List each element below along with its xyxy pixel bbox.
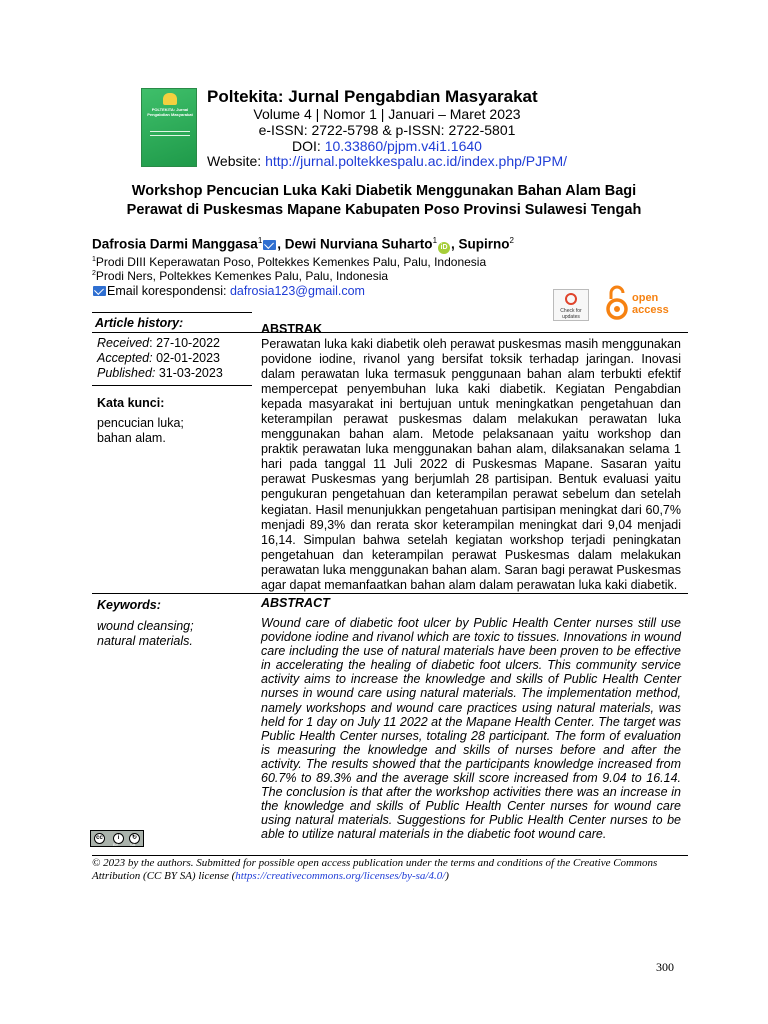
open-access-word-1: open — [632, 292, 659, 304]
check-updates-label: Check for updates — [560, 308, 582, 320]
by-icon: i — [113, 833, 124, 844]
open-access-lock-icon — [606, 285, 628, 321]
doi-link[interactable]: 10.33860/pjpm.v4i1.1640 — [324, 138, 482, 154]
email-link[interactable]: dafrosia123@gmail.com — [229, 284, 365, 298]
article-title-line-2: Perawat di Puskesmas Mapane Kabupaten Poso Provinsi Sulawesi Tengah — [126, 202, 642, 218]
divider — [92, 593, 688, 594]
cc-sa-label: SA — [130, 842, 136, 847]
cc-icon: cc — [94, 833, 105, 844]
open-access-label — [632, 292, 669, 316]
cover-title: POLTEKITA: Jurnal Pengabdian Masyarakat — [147, 107, 193, 117]
author-2-sup: 1 — [432, 236, 438, 245]
kata-kunci-1: pencucian luka; — [97, 416, 184, 430]
journal-volume: Volume 4 | Nomor 1 | Januari – Maret 2023 — [253, 106, 521, 122]
email-label: Email korespondensi: — [107, 284, 230, 298]
cc-by-label: BY — [113, 842, 119, 847]
published-date — [97, 366, 223, 381]
mail-icon — [93, 286, 106, 296]
license-link[interactable]: https://creativecommons.org/licenses/by-sa/4.0/ — [235, 870, 446, 882]
author-3: , Supirno — [451, 236, 510, 252]
website-link[interactable]: http://jurnal.poltekkespalu.ac.id/index.php/PJPM/ — [265, 153, 568, 169]
abstrak-heading: ABSTRAK — [261, 322, 323, 336]
article-title — [80, 182, 688, 220]
open-access-word-2: access — [632, 304, 669, 316]
keyword-1: wound cleansing; — [97, 619, 194, 633]
cc-by-sa-badge[interactable] — [90, 830, 144, 847]
accepted-label: Accepted: — [97, 351, 153, 365]
article-history-heading: Article history: — [95, 316, 184, 330]
affiliation-1-sup: 1 — [92, 256, 96, 263]
author-list — [92, 236, 514, 254]
check-updates-icon — [565, 293, 577, 305]
check-for-updates-badge[interactable] — [553, 289, 589, 321]
published-value: 31-03-2023 — [155, 366, 223, 380]
orcid-icon[interactable]: iD — [438, 242, 450, 254]
received-date — [97, 336, 220, 351]
divider — [92, 332, 688, 333]
cover-line — [150, 135, 190, 136]
license-note — [92, 857, 692, 883]
license-close: ) — [445, 870, 449, 882]
cover-line — [150, 131, 190, 132]
doi-label: DOI: — [292, 138, 325, 154]
journal-website — [202, 153, 572, 169]
received-value: : 27-10-2022 — [149, 336, 221, 350]
accepted-value: 02-01-2023 — [152, 351, 221, 365]
journal-title: Poltekita: Jurnal Pengabdian Masyarakat — [207, 87, 538, 106]
divider — [92, 855, 688, 856]
kata-kunci-2: bahan alam. — [97, 431, 166, 445]
affiliation-2-sup: 2 — [92, 270, 96, 277]
author-2: , Dewi Nurviana Suharto — [277, 236, 433, 252]
author-1: Dafrosia Darmi Manggasa — [92, 236, 258, 252]
correspondence-email — [92, 284, 365, 298]
journal-issn: e-ISSN: 2722-5798 & p-ISSN: 2722-5801 — [258, 122, 516, 138]
journal-cover-image — [141, 88, 197, 167]
mail-icon[interactable] — [263, 240, 276, 250]
website-label: Website: — [206, 153, 266, 169]
divider — [92, 312, 252, 313]
abstrak-text: Perawatan luka kaki diabetik oleh perawat puskesmas masih menggunakan povidone iodine, rivanol yang bersifat toksik terhadap jaringan. Inovasi dalam perawatan luka termasuk penggunaan bahan alam terbukti efektif mempercepat penyembuhan luka kaki diabetik. Kegiatan Pengabdian kepada masyarakat ini bertujuan untuk meningkatkan pengetahuan dan keterampilan perawat puskesmas dalam melakukan perawatan luka menggunakan bahan alam. Metode pelaksanaan yaitu workshop dan praktik perawatan luka menggunakan bahan alam, dilaksanakan selama 1 hari pada tanggal 11 Juli 2022 di Puskesmas Mapane. Sasaran yaitu perawat Puskesmas yang berjumlah 28 partisipan. Bentuk evaluasi yaitu pengukuran pengetahuan dan keterampilan perawat sebelum dan setelah kegiatan. Hasil menunjukkan pengetahuan partisipan meningkat dari 60,7% menjadi 89,3% dan rerata skor keterampilan meningkat dari 9,04 menjadi 16,14. Simpulan bahwa setelah kegiatan workshop terjadi peningkatan pengetahuan dan keterampilan perawat Puskesmas dalam melakukan perawatan luka menggunakan bahan alam. Saran bagi perawat Puskesmas agar dapat memanfaatkan bahan alam dalam perawatan luka kaki diabetik. — [261, 337, 681, 592]
affiliation-1-text: Prodi DIII Keperawatan Poso, Poltekkes Kemenkes Palu, Palu, Indonesia — [95, 255, 487, 269]
affiliation-2 — [92, 267, 388, 283]
author-1-sup: 1 — [257, 236, 263, 245]
license-text: © 2023 by the authors. Submitted for possible open access publication under the terms and conditions of the Creative Commons Attribution (CC BY SA) license ( — [92, 857, 658, 882]
divider — [92, 385, 252, 386]
author-3-sup: 2 — [509, 236, 514, 245]
abstract-heading: ABSTRACT — [261, 596, 330, 610]
published-label: Published: — [97, 366, 156, 380]
journal-doi — [202, 138, 572, 154]
sa-icon: ↻ — [129, 833, 140, 844]
received-label: Received — [97, 336, 150, 350]
affiliation-2-text: Prodi Ners, Poltekkes Kemenkes Palu, Palu, Indonesia — [95, 269, 389, 283]
article-title-line-1: Workshop Pencucian Luka Kaki Diabetik Menggunakan Bahan Alam Bagi — [131, 183, 637, 199]
page-number: 300 — [656, 960, 674, 974]
kata-kunci-heading: Kata kunci: — [97, 396, 165, 410]
keywords-heading: Keywords: — [97, 598, 161, 612]
keyword-2: natural materials. — [97, 634, 193, 648]
accepted-date — [97, 351, 220, 366]
cover-logo — [163, 93, 177, 105]
abstract-text: Wound care of diabetic foot ulcer by Public Health Center nurses still use povidone iodine and rivanol which are toxic to tissues. Innovations in wound care including the use of natural materials have been proven to be effective in accelerating the healing of diabetic foot ulcers. This community service activity aims to increase the knowledge and skills of Public Health Center nurses in wound care using natural materials. The implementation method, namely workshops and wound care practices using natural materials, was held for 1 day on July 11 2022 at the Mapane Health Center. The target was Public Health Center nurses, totaling 28 participant. The form of evaluation is measuring the knowledge and skills of nurses before and after the activity. The results showed that the participants knowledge increased from 60.7% to 89.3% and the average skill score increased from 9.04 to 16.14. The conclusion is that after the workshop activities there was an increase in the knowledge and skills of Public Health Center nurses for wound care using natural materials. Suggestions for Public Health Center nurses to be able to utilize natural materials in the diabetic foot wound care. — [261, 616, 681, 842]
